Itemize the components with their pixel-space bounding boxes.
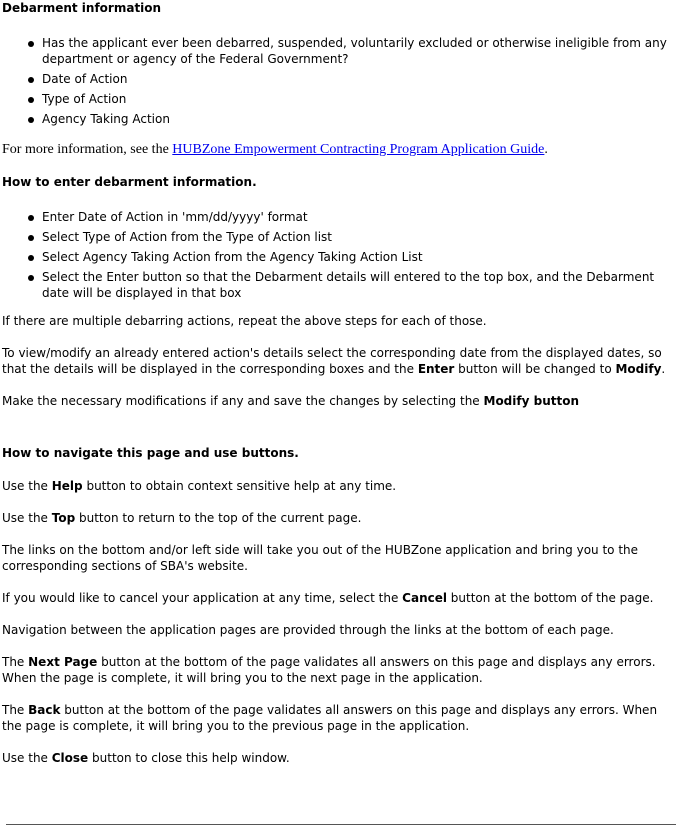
close-text: Use the Close button to close this help window. xyxy=(2,751,290,765)
links-text: The links on the bottom and/or left side will take you out of the HUBZone application and bring you to the corresponding sections of SBA's website. xyxy=(2,543,639,573)
navigate-heading: How to navigate this page and use buttons. xyxy=(2,446,299,460)
top-button-text: Use the Top button to return to the top of the current page. xyxy=(2,511,362,525)
bullet-icon xyxy=(28,41,34,47)
list-item: Select Agency Taking Action from the Agency Taking Action List xyxy=(2,249,674,265)
help-button-text: Use the Help button to obtain context sensitive help at any time. xyxy=(2,479,397,493)
multiple-actions-text: If there are multiple debarring actions, repeat the above steps for each of those. xyxy=(2,314,487,328)
debarment-heading: Debarment information xyxy=(2,1,162,15)
next-page-text: The Next Page button at the bottom of the page validates all answers on this page and displays any errors. When the page is complete, it will bring you to the next page in the application. xyxy=(2,655,656,685)
navigation-text: Navigation between the application pages are provided through the links at the bottom of each page. xyxy=(2,623,614,637)
list-item: Type of Action xyxy=(2,91,674,107)
cancel-text: If you would like to cancel your application at any time, select the Cancel button at the bottom of the page. xyxy=(2,591,654,605)
back-text: The Back button at the bottom of the page validates all answers on this page and displays any errors. When the page is complete, it will bring you to the previous page in the application. xyxy=(2,703,658,733)
help-page xyxy=(2,0,674,766)
list-item: Has the applicant ever been debarred, suspended, voluntarily excluded or otherwise ineligible from any department or agency of the Federal Government? xyxy=(2,35,674,67)
list-item: Date of Action xyxy=(2,71,674,87)
how-enter-list xyxy=(2,209,674,301)
list-item: Enter Date of Action in 'mm/dd/yyyy' format xyxy=(2,209,674,225)
view-modify-text: To view/modify an already entered action's details select the corresponding date from the displayed dates, so that the details will be displayed in the corresponding boxes and the Enter button will be changed to Modify. xyxy=(2,346,666,376)
how-enter-heading: How to enter debarment information. xyxy=(2,175,257,189)
list-item: Select the Enter button so that the Debarment details will entered to the top box, and the Debarment date will be displayed in that box xyxy=(2,269,674,301)
bullet-icon xyxy=(28,275,34,281)
bullet-icon xyxy=(28,255,34,261)
more-info-text: For more information, see the HUBZone Empowerment Contracting Program Application Guide. xyxy=(2,142,548,157)
application-guide-link[interactable]: HUBZone Empowerment Contracting Program Application Guide xyxy=(172,142,545,157)
bullet-icon xyxy=(28,97,34,103)
bullet-icon xyxy=(28,117,34,123)
bullet-icon xyxy=(28,235,34,241)
modifications-text: Make the necessary modifications if any and save the changes by selecting the Modify button xyxy=(2,394,580,408)
list-item: Select Type of Action from the Type of Action list xyxy=(2,229,674,245)
bottom-divider xyxy=(6,824,676,825)
debarment-list xyxy=(2,35,674,127)
bullet-icon xyxy=(28,215,34,221)
bullet-icon xyxy=(28,77,34,83)
list-item: Agency Taking Action xyxy=(2,111,674,127)
